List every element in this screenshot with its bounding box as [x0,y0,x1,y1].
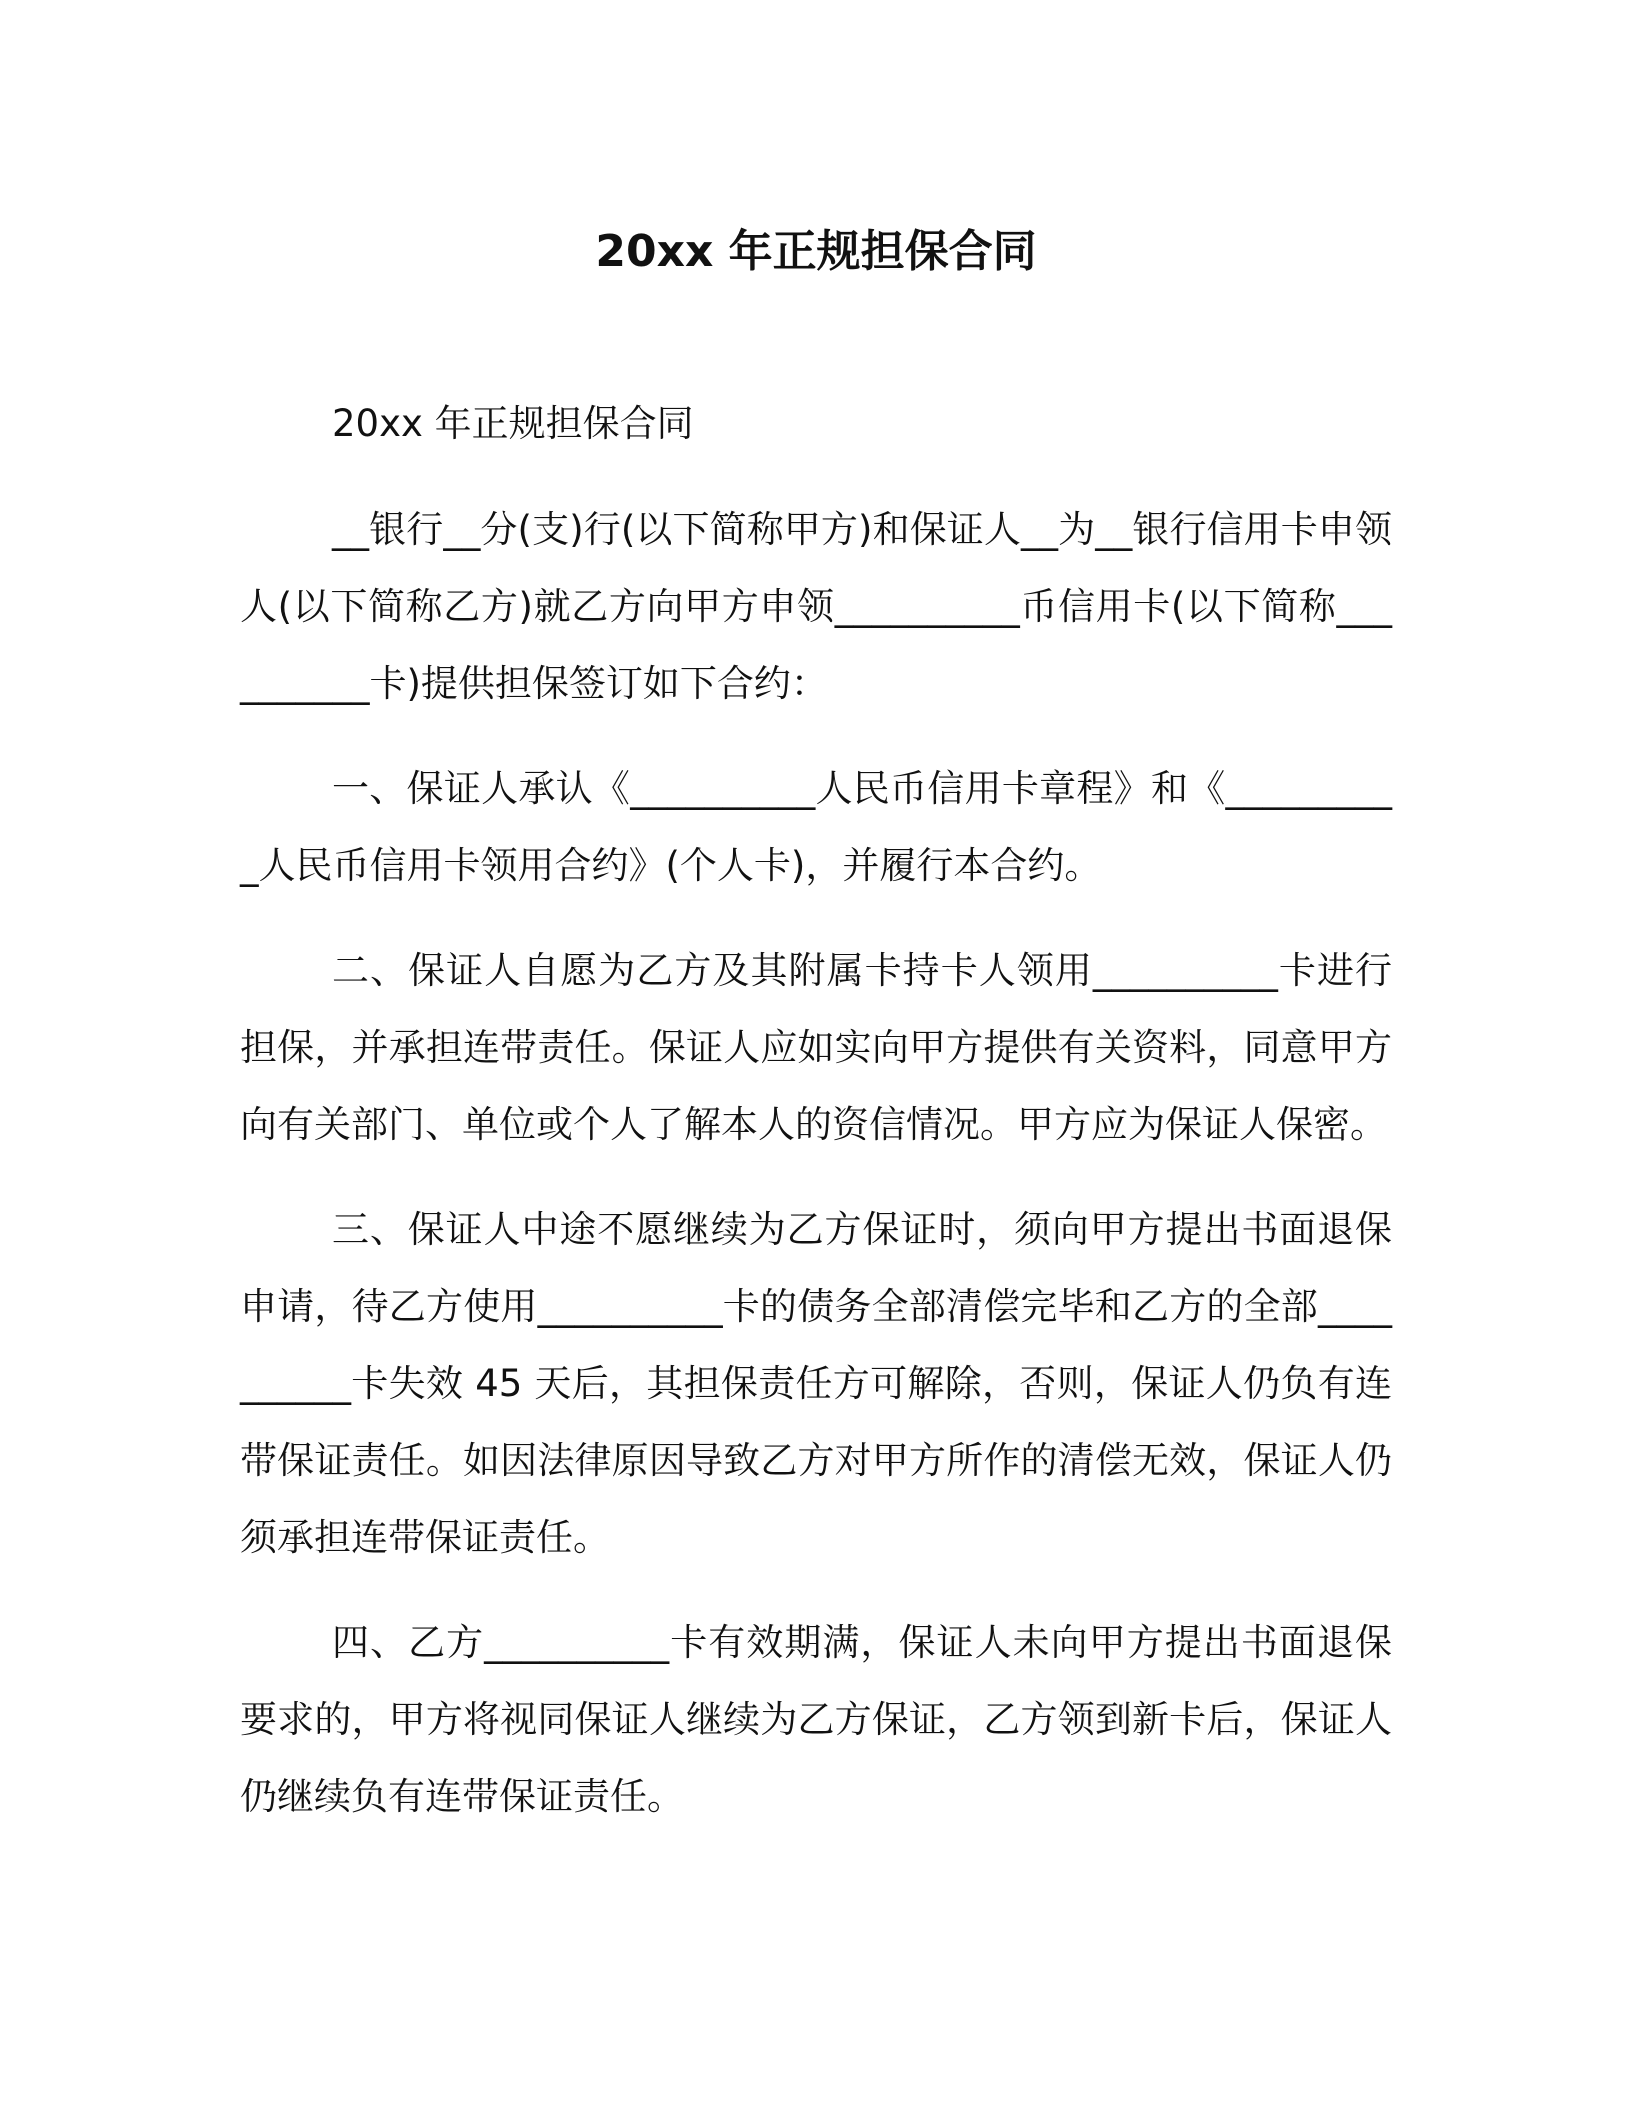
document-subtitle: 20xx 年正规担保合同 [332,402,694,445]
paragraph-clause-4: 四、乙方__________卡有效期满，保证人未向甲方提出书面退保要求的，甲方将视同保证人继续为乙方保证，乙方领到新卡后，保证人仍继续负有连带保证责任。 [240,1621,1392,1818]
paragraph-clause-2: 二、保证人自愿为乙方及其附属卡持卡人领用__________卡进行担保，并承担连带责任。保证人应如实向甲方提供有关资料，同意甲方向有关部门、单位或个人了解本人的资信情况。甲方应为保证人保密。 [240,949,1392,1146]
paragraph-clause-1: 一、保证人承认《__________人民币信用卡章程》和《__________人民币信用卡领用合约》(个人卡)，并履行本合约。 [240,767,1392,887]
document-body [240,385,1392,1835]
paragraph-clause-3: 三、保证人中途不愿继续为乙方保证时，须向甲方提出书面退保申请，待乙方使用__________卡的债务全部清偿完毕和乙方的全部__________卡失效 45 天后，其担保责任方可解除，否则，保证人仍负有连带保证责任。如因法律原因导致乙方对甲方所作的清偿无效，保证人仍须承担连带保证责任。 [240,1208,1392,1559]
document-title: 20xx 年正规担保合同 [595,226,1037,277]
paragraph-intro: __银行__分(支)行(以下简称甲方)和保证人__为__银行信用卡申领人(以下简称乙方)就乙方向甲方申领__________币信用卡(以下简称__________卡)提供担保签订如下合约： [240,508,1392,705]
